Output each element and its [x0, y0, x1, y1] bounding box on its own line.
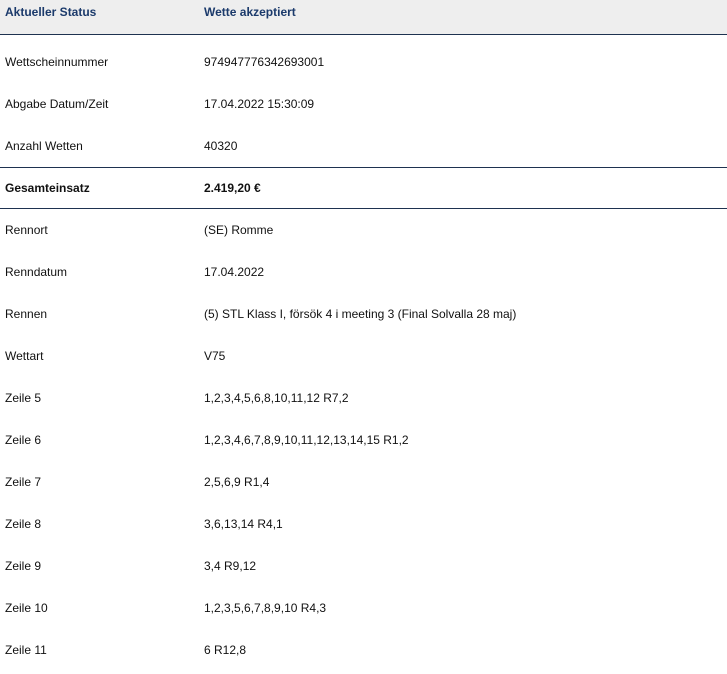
row-label: Rennort: [5, 223, 48, 237]
row-value: 1,2,3,4,6,7,8,9,10,11,12,13,14,15 R1,2: [204, 433, 409, 447]
row-rennen: [0, 293, 727, 335]
row-value: 3,4 R9,12: [204, 559, 257, 573]
row-wettscheinnummer: [0, 41, 727, 83]
row-value: 2,5,6,9 R1,4: [204, 475, 270, 489]
total-label: Gesamteinsatz: [5, 181, 90, 195]
row-label: Zeile 9: [5, 559, 42, 573]
row-label: Zeile 7: [5, 475, 42, 489]
row-label: Anzahl Wetten: [5, 139, 83, 153]
row-label: Wettscheinnummer: [5, 55, 109, 69]
row-rennort: [0, 209, 727, 251]
row-label: Zeile 10: [5, 601, 48, 615]
status-value: Wette akzeptiert: [204, 5, 296, 19]
row-abgabe-datum-zeit: [0, 83, 727, 125]
row-value: 40320: [204, 139, 238, 153]
row-label: Renndatum: [5, 265, 68, 279]
row-value: (SE) Romme: [204, 223, 274, 237]
row-label: Wettart: [5, 349, 44, 363]
row-value: 1,2,3,5,6,7,8,9,10 R4,3: [204, 601, 327, 615]
row-zeile-7: [0, 461, 727, 503]
row-label: Zeile 6: [5, 433, 42, 447]
status-header: [0, 0, 727, 35]
row-value: 1,2,3,4,5,6,8,10,11,12 R7,2: [204, 391, 349, 405]
row-value: 6 R12,8: [204, 643, 247, 657]
row-zeile-8: [0, 503, 727, 545]
row-anzahl-wetten: [0, 125, 727, 167]
row-value: 974947776342693001: [204, 55, 325, 69]
row-value: 17.04.2022: [204, 265, 265, 279]
row-value: (5) STL Klass I, försök 4 i meeting 3 (Final Solvalla 28 maj): [204, 307, 517, 321]
row-label: Zeile 11: [5, 643, 47, 657]
total-value: 2.419,20 €: [204, 181, 261, 195]
row-label: Zeile 5: [5, 391, 42, 405]
row-value: 17.04.2022 15:30:09: [204, 97, 315, 111]
row-renndatum: [0, 251, 727, 293]
row-zeile-9: [0, 545, 727, 587]
status-label: Aktueller Status: [5, 5, 97, 19]
row-zeile-6: [0, 419, 727, 461]
row-value: 3,6,13,14 R4,1: [204, 517, 283, 531]
row-label: Rennen: [5, 307, 48, 321]
row-wettart: [0, 335, 727, 377]
row-label: Abgabe Datum/Zeit: [5, 97, 109, 111]
row-zeile-11: [0, 629, 727, 671]
row-label: Zeile 8: [5, 517, 42, 531]
row-value: V75: [204, 349, 226, 363]
row-gesamteinsatz: [0, 167, 727, 209]
row-zeile-5: [0, 377, 727, 419]
row-zeile-10: [0, 587, 727, 629]
